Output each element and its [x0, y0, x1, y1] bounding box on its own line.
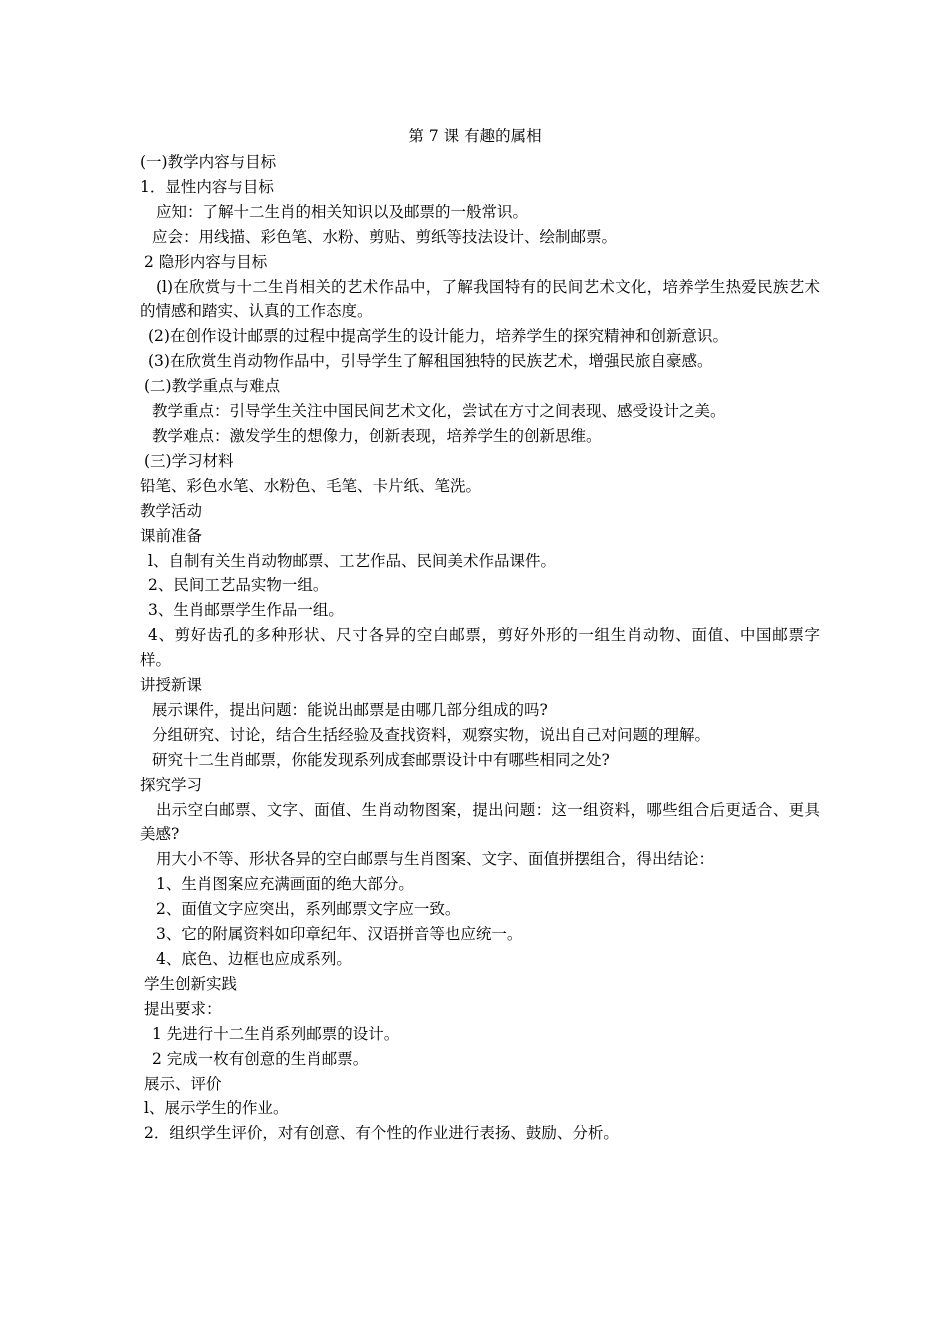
subsection-heading: 2 隐形内容与目标: [144, 252, 268, 271]
text-line: (3)在欣赏生肖动物作品中，引导学生了解租国独特的民族艺术，增强民旅自豪感。: [148, 352, 713, 371]
section-heading-3: (三)学习材料: [144, 451, 234, 470]
lesson-body: [140, 150, 820, 1146]
section-heading: 教学活动: [140, 501, 203, 520]
text-line: 铅笔、彩色水笔、水粉色、毛笔、卡片纸、笔洗。: [140, 476, 482, 495]
text-line: 应知：了解十二生肖的相关知识以及邮票的一般常识。: [156, 202, 529, 221]
text-line: 提出要求：: [144, 999, 222, 1018]
text-line: 教学难点：激发学生的想像力，创新表现，培养学生的创新思维。: [152, 426, 602, 445]
section-heading-2: (二)教学重点与难点: [144, 377, 281, 396]
subsection-heading: 讲授新课: [140, 676, 203, 695]
list-item: 3、它的附属资料如印章纪年、汉语拼音等也应统一。: [156, 925, 523, 944]
text-line: 应会：用线描、彩色笔、水粉、剪贴、剪纸等技法设计、绘制邮票。: [152, 227, 618, 246]
list-item: 2、面值文字应突出，系列邮票文字应一致。: [156, 900, 461, 919]
subsection-heading: 学生创新实践: [144, 974, 238, 993]
text-line: (2)在创作设计邮票的过程中提高学生的设计能力，培养学生的探究精神和创新意识。: [148, 327, 728, 346]
list-item: 3、生肖邮票学生作品一组。: [148, 601, 344, 620]
paragraph: (l)在欣赏与十二生肖相关的艺术作品中，了解我国特有的民间艺术文化，培养学生热爱民族艺术的情感和踏实、认真的工作态度。: [140, 277, 820, 321]
section-heading-1: (一)教学内容与目标: [140, 153, 277, 171]
subsection-heading: 探究学习: [140, 775, 203, 794]
list-item: 1、生肖图案应充满画面的绝大部分。: [156, 875, 414, 894]
text-line: 研究十二生肖邮票，你能发现系列成套邮票设计中有哪些相同之处?: [152, 750, 610, 769]
text-line: 分组研究、讨论，结合生括经验及查找资料，观察实物，说出自己对问题的理解。: [152, 725, 711, 744]
lesson-title: 第 7 课 有趣的属相: [408, 127, 542, 145]
list-item: 4、剪好齿孔的多种形状、尺寸各异的空白邮票，剪好外形的一组生肖动物、面值、中国邮票字样。: [140, 626, 820, 670]
list-item: 1 先进行十二生肖系列邮票的设计。: [152, 1024, 400, 1043]
text-line: 展示课件，提出问题：能说出邮票是由哪几部分组成的吗?: [152, 700, 548, 719]
subsection-heading: 1．显性内容与目标: [140, 177, 274, 196]
list-item: l、展示学生的作业。: [144, 1099, 289, 1118]
list-item: 4、底色、边框也应成系列。: [156, 950, 352, 968]
text-line: 用大小不等、形状各异的空白邮票与生肖图案、文字、面值拼摆组合，得出结论：: [156, 850, 715, 869]
list-item: 2 完成一枚有创意的生肖邮票。: [152, 1049, 369, 1068]
subsection-heading: 展示、评价: [144, 1074, 222, 1093]
list-item: 2、民间工艺品实物一组。: [148, 576, 329, 595]
subsection-heading: 课前准备: [140, 526, 203, 545]
list-item: 2．组织学生评价，对有创意、有个性的作业进行表扬、鼓励、分析。: [144, 1124, 619, 1143]
paragraph: 出示空白邮票、文字、面值、生肖动物图案，提出问题：这一组资料，哪些组合后更适合、更具美感?: [140, 800, 820, 844]
list-item: l、自制有关生肖动物邮票、工艺作品、民间美术作品课件。: [148, 551, 556, 570]
text-line: 教学重点：引导学生关注中国民间艺术文化，尝试在方寸之间表现、感受设计之美。: [152, 402, 726, 421]
